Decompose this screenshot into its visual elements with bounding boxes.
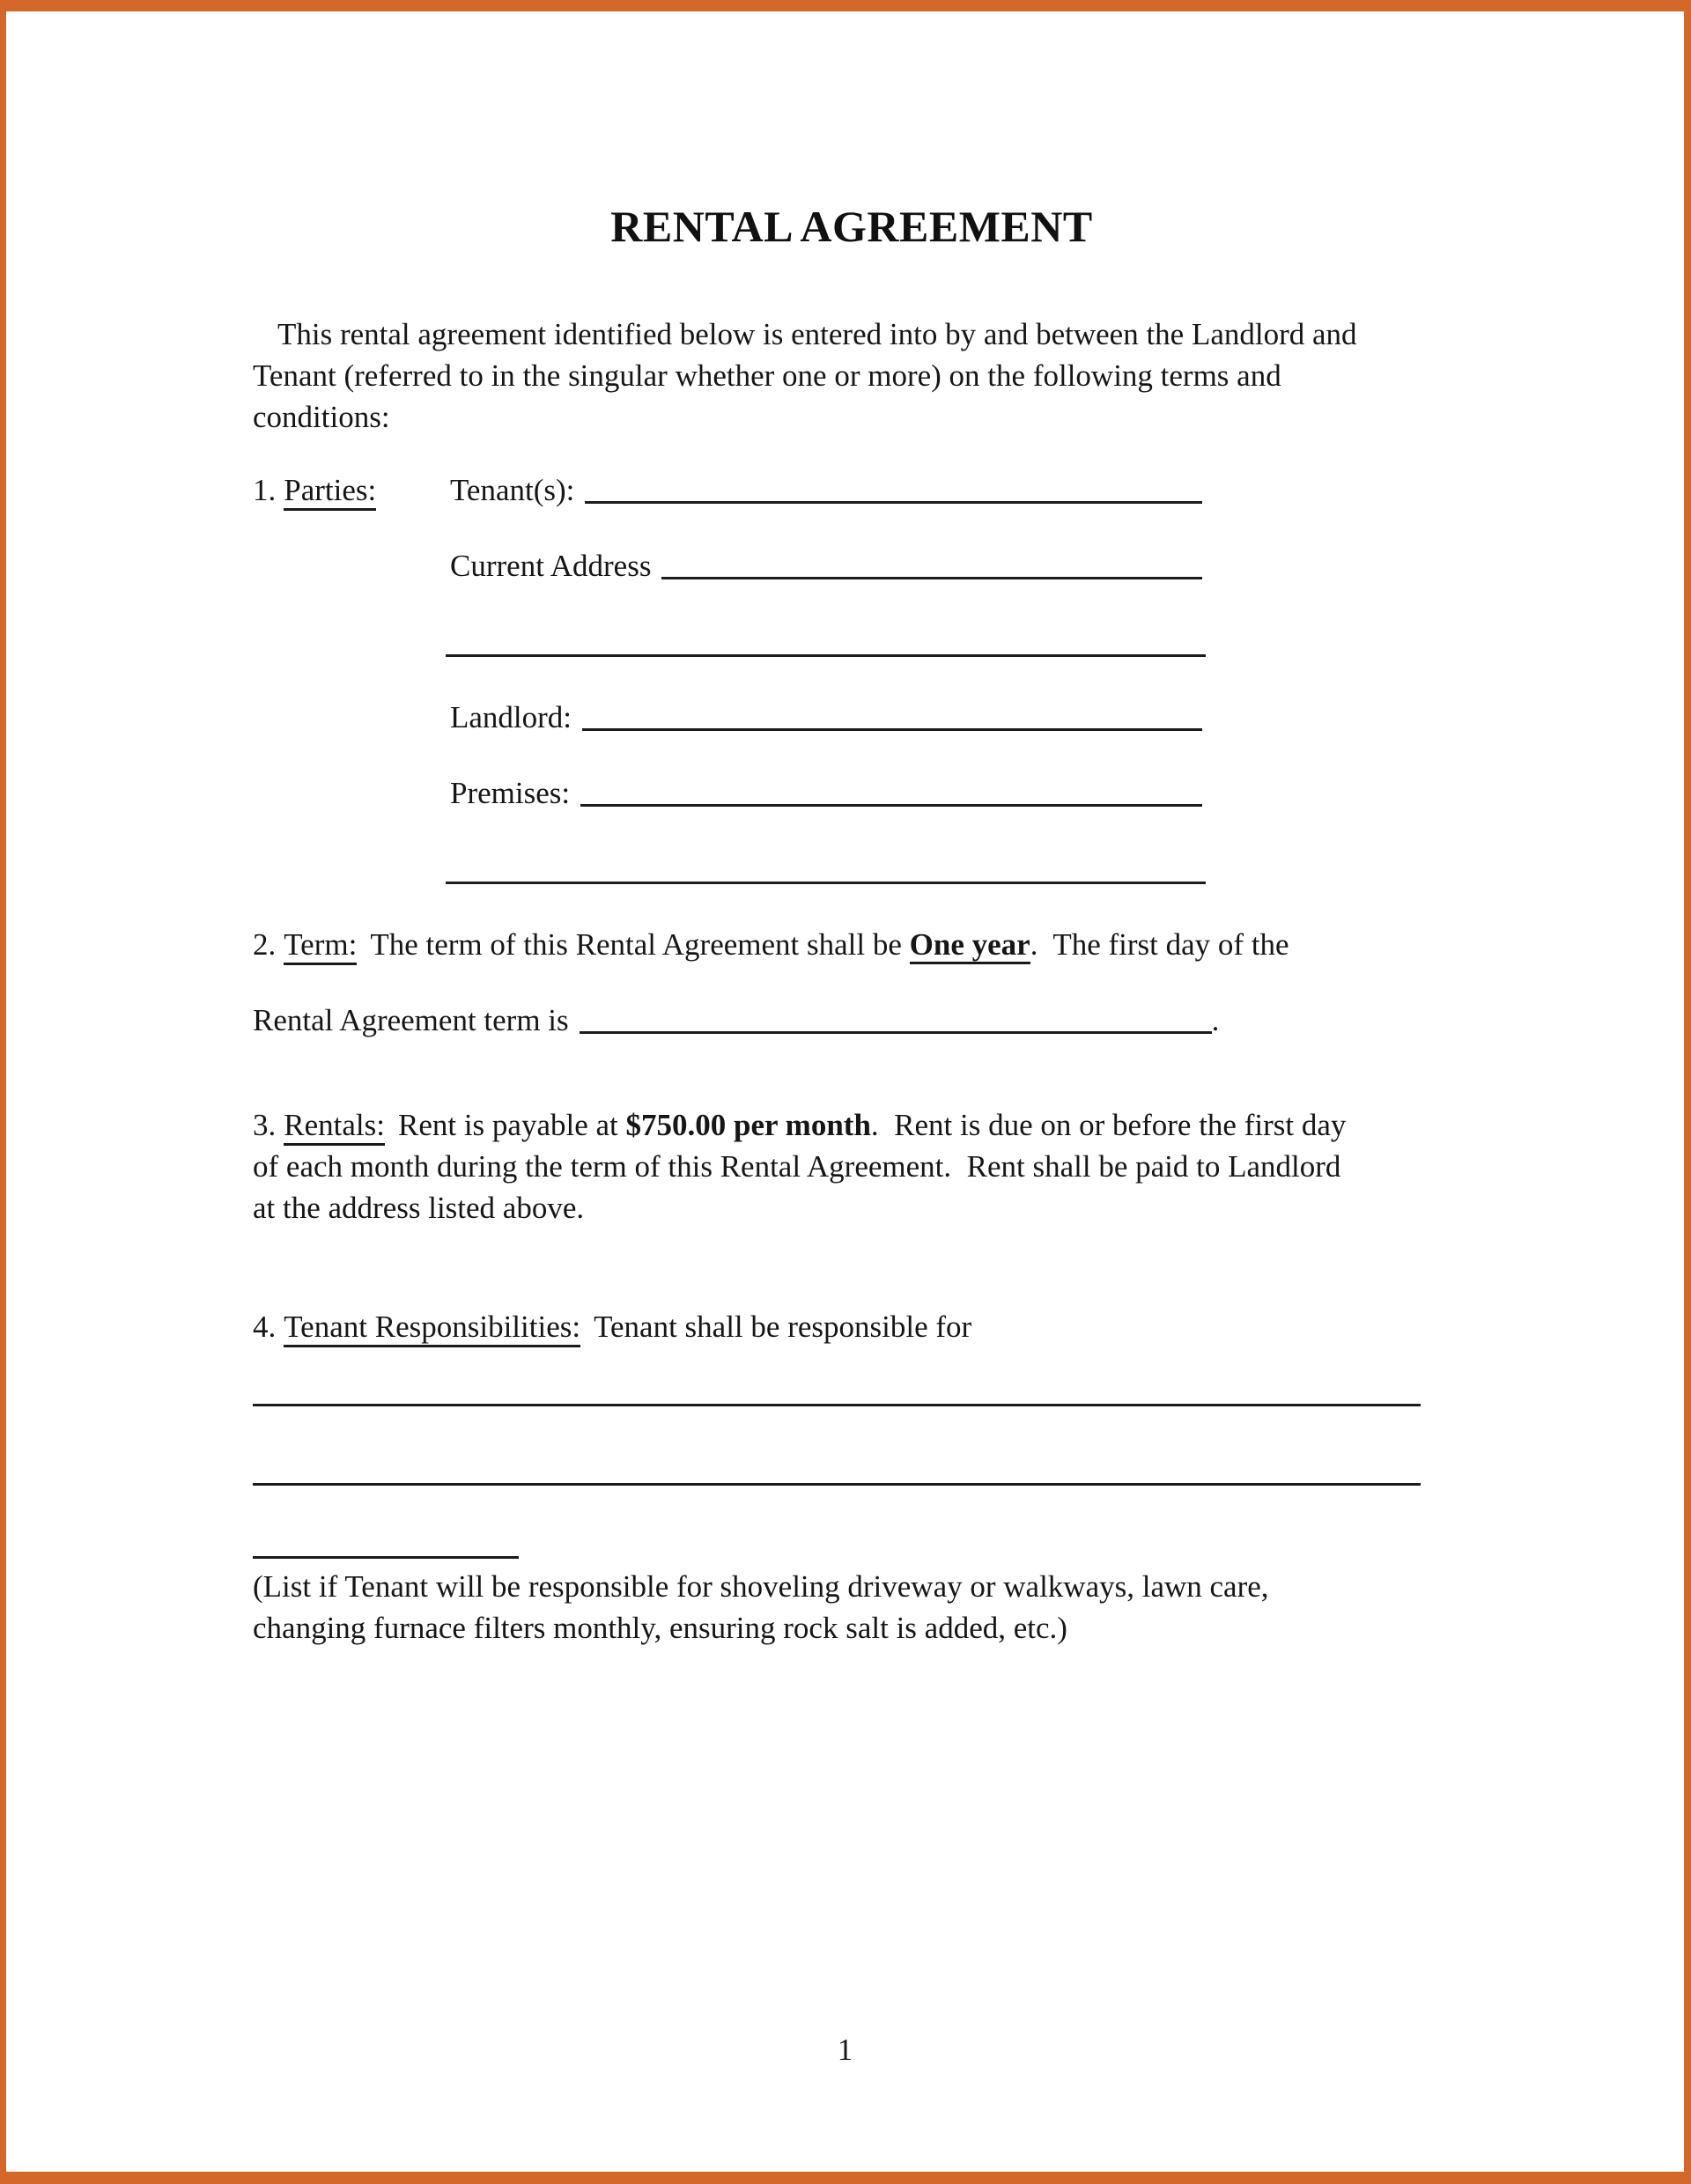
responsibilities-blank-line-2 — [253, 1483, 1421, 1486]
term-line2-period: . — [1211, 1003, 1220, 1037]
responsibilities-text: Tenant shall be responsible for — [594, 1310, 972, 1344]
intro-line: conditions: — [253, 400, 390, 434]
page-number: 1 — [837, 2033, 853, 2067]
term-text-before: The term of this Rental Agreement shall be — [370, 927, 910, 962]
note-line: changing furnace filters monthly, ensuring rock salt is added, etc.) — [253, 1611, 1067, 1645]
landlord-blank-line — [582, 725, 1202, 731]
note-line: (List if Tenant will be responsible for shoveling driveway or walkways, lawn care, — [253, 1569, 1269, 1604]
rentals-section — [253, 1104, 1451, 1228]
rentals-line3: at the address listed above. — [253, 1191, 585, 1225]
parties-landlord-row — [450, 697, 1202, 738]
rentals-text-after: . Rent is due on or before the first day — [870, 1108, 1347, 1142]
parties-tenant-row — [253, 469, 1202, 511]
section-heading-label: Term: — [284, 927, 357, 965]
parties-address-extra-row — [253, 621, 1451, 662]
intro-paragraph — [253, 314, 1451, 438]
premises-blank-line — [580, 801, 1202, 807]
responsibilities-blank-line-1 — [253, 1404, 1421, 1406]
parties-premises-row — [450, 772, 1202, 814]
section-number: 1. — [253, 473, 277, 507]
term-section-line2 — [253, 1000, 1451, 1041]
landlord-field-label: Landlord: — [450, 700, 572, 734]
rentals-line2: of each month during the term of this Rental Agreement. Rent shall be paid to Landlord — [253, 1149, 1341, 1184]
term-start-date-blank-line — [580, 1028, 1212, 1034]
document-content — [6, 201, 1451, 1649]
premises-continuation-blank-line — [446, 882, 1206, 884]
parties-address-row — [450, 545, 1202, 587]
rentals-text-before: Rent is payable at — [397, 1108, 626, 1142]
parties-premises-extra-row — [253, 848, 1451, 889]
section-heading-label: Rentals: — [284, 1108, 385, 1146]
section-heading-label: Tenant Responsibilities: — [284, 1310, 580, 1347]
term-value: One year — [910, 927, 1030, 964]
term-text-after: . The first day of the — [1030, 927, 1289, 962]
section-heading-parties — [253, 469, 450, 511]
term-section-line1 — [253, 924, 1451, 965]
current-address-field-label: Current Address — [450, 549, 652, 583]
premises-field-label: Premises: — [450, 776, 571, 810]
address-continuation-blank-line — [446, 654, 1206, 657]
tenant-field-label: Tenant(s): — [450, 473, 575, 507]
responsibilities-note — [253, 1566, 1451, 1649]
rent-amount: $750.00 per month — [625, 1108, 871, 1142]
term-start-date-label: Rental Agreement term is — [253, 1003, 569, 1037]
section-number: 2. — [253, 927, 277, 962]
current-address-blank-line — [661, 573, 1202, 579]
section-number: 4. — [253, 1310, 277, 1344]
rentals-line1 — [253, 1104, 1451, 1146]
tenant-blank-line — [585, 498, 1202, 504]
intro-line: This rental agreement identified below is entered into by and between the Landlord and — [277, 317, 1357, 351]
intro-line: Tenant (referred to in the singular whether one or more) on the following terms and — [253, 358, 1281, 393]
responsibilities-blank-line-3 — [253, 1556, 519, 1559]
page-title: RENTAL AGREEMENT — [610, 202, 1093, 251]
term-text — [253, 924, 1289, 965]
section-number: 3. — [253, 1108, 277, 1142]
section-heading-label: Parties: — [284, 473, 376, 511]
responsibilities-heading-line — [253, 1306, 1451, 1347]
